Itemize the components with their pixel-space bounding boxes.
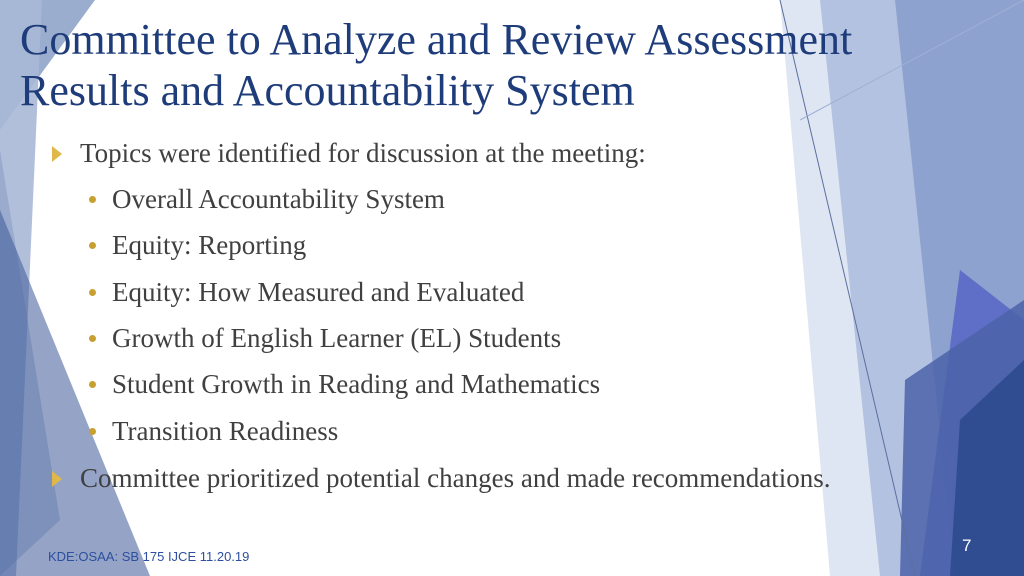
sub-bullet-growth-el [89, 323, 561, 354]
bullet-topics [52, 138, 646, 169]
dot-bullet-icon [89, 242, 96, 249]
dot-bullet-icon [89, 381, 96, 388]
bullet-text: Committee prioritized potential changes and made recommendations. [80, 463, 831, 493]
page-number: 7 [962, 536, 972, 555]
slide-footer: KDE:OSAA: SB 175 IJCE 11.20.19 [48, 549, 250, 564]
sub-bullet-equity-reporting [89, 230, 306, 261]
title-line-2: Results and Accountability System [20, 66, 635, 115]
dot-bullet-icon [89, 335, 96, 342]
bullet-text: Growth of English Learner (EL) Students [112, 323, 562, 353]
dot-bullet-icon [89, 289, 96, 296]
bullet-committee-prioritized [52, 463, 831, 494]
slide-title [20, 14, 1010, 116]
bullet-text: Student Growth in Reading and Mathematics [112, 369, 601, 399]
bullet-text: Transition Readiness [112, 416, 339, 446]
bullet-text: Overall Accountability System [112, 184, 445, 214]
sub-bullet-transition-readiness [89, 416, 338, 447]
bullet-text: Equity: Reporting [112, 230, 307, 260]
sub-bullet-student-growth [89, 369, 600, 400]
dot-bullet-icon [89, 196, 96, 203]
triangle-bullet-icon [52, 471, 62, 487]
title-line-1: Committee to Analyze and Review Assessment [20, 15, 853, 64]
dot-bullet-icon [89, 428, 96, 435]
bullet-text: Equity: How Measured and Evaluated [112, 277, 525, 307]
bullet-text: Topics were identified for discussion at the meeting: [80, 138, 646, 168]
triangle-bullet-icon [52, 146, 62, 162]
sub-bullet-equity-measured [89, 277, 524, 308]
sub-bullet-overall-accountability [89, 184, 445, 215]
